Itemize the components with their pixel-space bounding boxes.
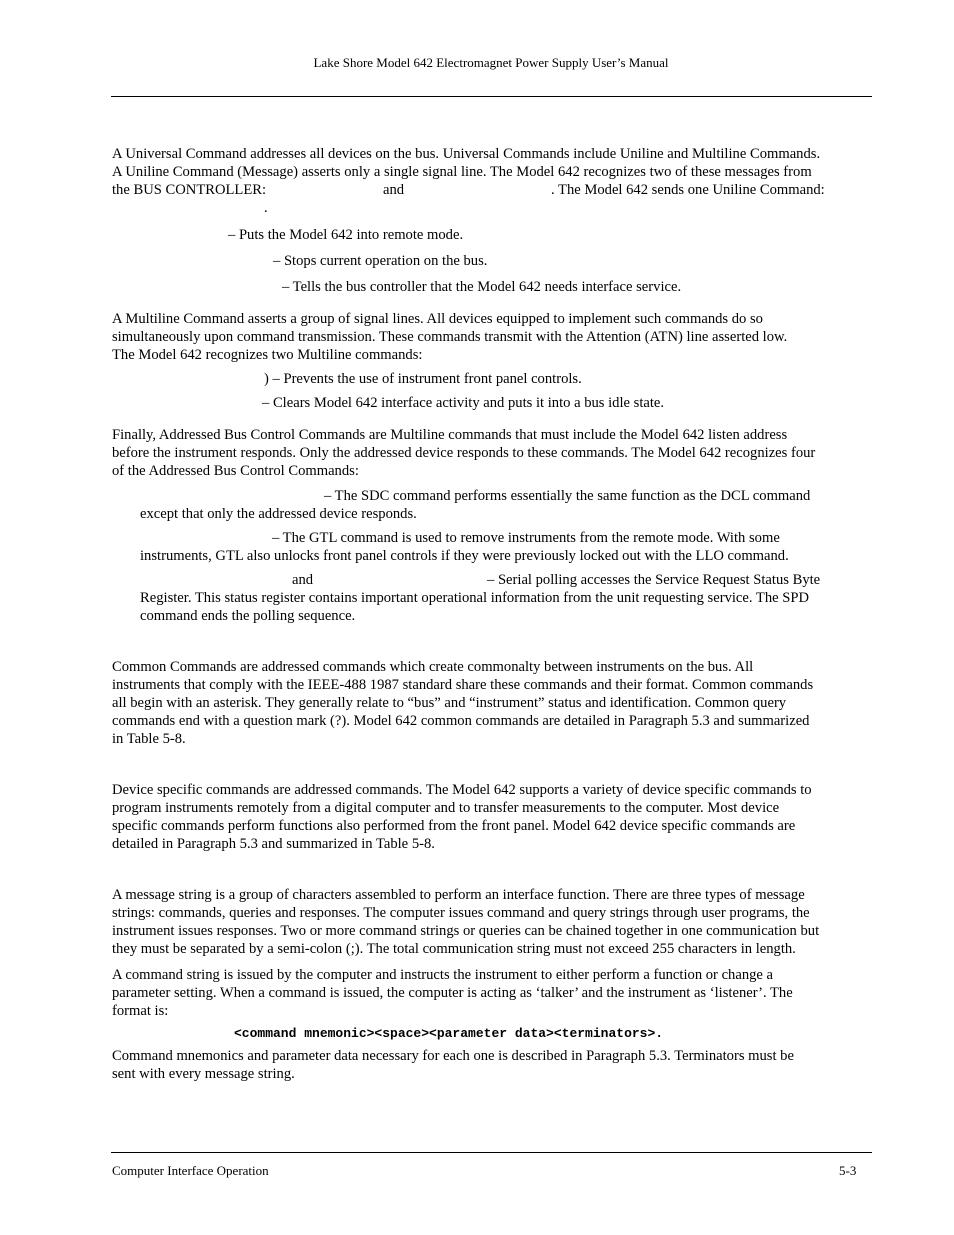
message-line-2: strings: commands, queries and responses. The computer issues command and query strings through user programs, the [112,905,810,921]
universal-line-3c: . The Model 642 sends one Uniline Command: [551,182,825,198]
command-line-2: parameter setting. When a command is issued, the computer is acting as ‘talker’ and the instrument as ‘listener’. The [112,985,793,1001]
uniline-item-srq: – Tells the bus controller that the Model 642 needs interface service. [282,279,682,295]
addressed-spe-and: and [292,572,314,588]
device-line-1: Device specific commands are addressed commands. The Model 642 supports a variety of device specific commands to [112,782,812,798]
universal-line-2: A Uniline Command (Message) asserts only a single signal line. The Model 642 recognizes two of these messages from [112,164,812,180]
addressed-spe-line-1: – Serial polling accesses the Service Request Status Byte [487,572,821,588]
command-line-3: format is: [112,1003,169,1019]
device-line-2: program instruments remotely from a digital computer and to transfer measurements to the computer. Most device [112,800,780,816]
universal-line-1: A Universal Command addresses all devices on the bus. Universal Commands include Uniline and Multiline Commands. [112,146,821,162]
common-line-3: all begin with an asterisk. They generally relate to “bus” and “instrument” status and identification. Common query [112,695,787,711]
universal-line-4: . [264,200,268,216]
multiline-line-2: simultaneously upon command transmission. These commands transmit with the Attention (ATN) line asserted low. [112,329,788,345]
multiline-line-3: The Model 642 recognizes two Multiline commands: [112,347,423,363]
addressed-sdc-line-2: except that only the addressed device responds. [140,506,417,522]
addressed-line-1: Finally, Addressed Bus Control Commands are Multiline commands that must include the Model 642 listen address [112,427,788,443]
multiline-item-dcl: – Clears Model 642 interface activity and puts it into a bus idle state. [262,395,665,411]
addressed-line-3: of the Addressed Bus Control Commands: [112,463,359,479]
common-line-5: in Table 5-8. [112,731,186,747]
addressed-line-2: before the instrument responds. Only the addressed device responds to these commands. The Model 642 recognizes four [112,445,816,461]
addressed-gtl-line-1: – The GTL command is used to remove instruments from the remote mode. With some [272,530,780,546]
addressed-spe-line-2: Register. This status register contains important operational information from the unit requesting service. The SPD [140,590,810,606]
universal-line-3b: and [383,182,405,198]
footer-rule [111,1152,872,1153]
message-line-1: A message string is a group of characters assembled to perform an interface function. There are three types of message [112,887,805,903]
multiline-line-1: A Multiline Command asserts a group of signal lines. All devices equipped to implement such commands do so [112,311,763,327]
page-number: 5-3 [839,1163,857,1178]
device-line-4: detailed in Paragraph 5.3 and summarized in Table 5-8. [112,836,435,852]
header-rule [111,96,872,97]
device-line-3: specific commands perform functions also performed from the front panel. Model 642 device specific commands are [112,818,796,834]
message-line-4: they must be separated by a semi-colon (;). The total communication string must not exceed 255 characters in length. [112,941,796,957]
terminator-line-1: Command mnemonics and parameter data necessary for each one is described in Paragraph 5.3. Terminators must be [112,1048,794,1064]
running-header: Lake Shore Model 642 Electromagnet Power Supply User’s Manual [313,55,669,70]
common-line-1: Common Commands are addressed commands which create commonalty between instruments on the bus. All [112,659,754,675]
common-line-2: instruments that comply with the IEEE-488 1987 standard share these commands and their format. Common commands [112,677,814,693]
uniline-item-ifc: – Stops current operation on the bus. [273,253,488,269]
command-line-1: A command string is issued by the computer and instructs the instrument to either perform a function or change a [112,967,774,983]
footer-section-title: Computer Interface Operation [112,1163,269,1178]
uniline-item-ren: – Puts the Model 642 into remote mode. [228,227,464,243]
addressed-spe-line-3: command ends the polling sequence. [140,608,356,624]
command-format: <command mnemonic><space><parameter data><terminators>. [234,1026,664,1041]
universal-line-3a: the BUS CONTROLLER: [112,182,267,198]
addressed-gtl-line-2: instruments, GTL also unlocks front panel controls if they were previously locked out with the LLO command. [140,548,789,564]
addressed-sdc-line-1: – The SDC command performs essentially the same function as the DCL command [324,488,811,504]
common-line-4: commands end with a question mark (?). Model 642 common commands are detailed in Paragraph 5.3 and summarized [112,713,810,729]
multiline-item-llo: ) – Prevents the use of instrument front panel controls. [264,371,582,387]
terminator-line-2: sent with every message string. [112,1066,295,1082]
message-line-3: instrument issues responses. Two or more command strings or queries can be chained together in one communication but [112,923,820,939]
